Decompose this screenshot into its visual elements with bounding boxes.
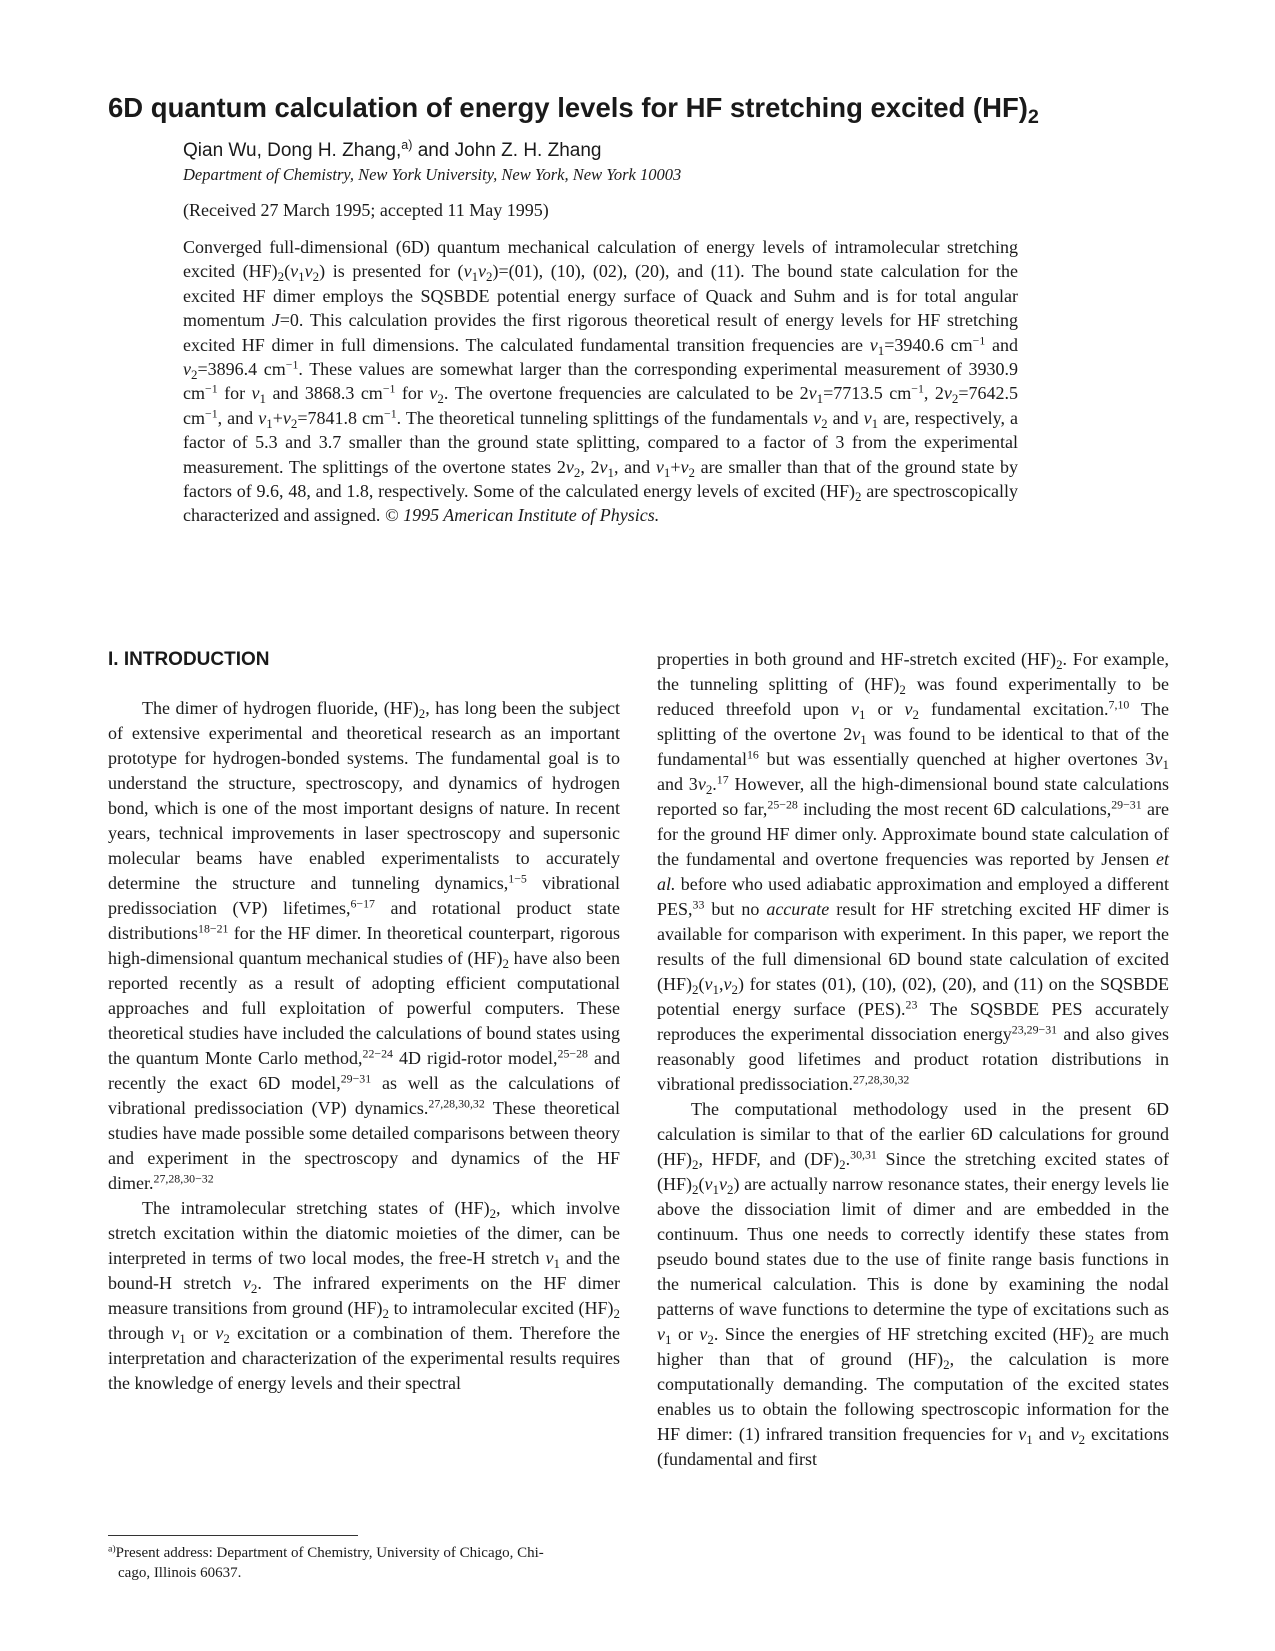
copyright-notice: © 1995 American Institute of Physics. — [384, 505, 660, 526]
body-paragraph: properties in both ground and HF-stretch excited $(HF)_2$. For example, the tunneling splitting of $(HF)_2$ was found experimentally to be reduced threefold upon $\nu_1$ or $\nu_2$ fundamental excitation.$^{7,10}$ The splitting of the overtone $2\nu_1$ was found to be identical to that of the fundamental$^{16}$ but was essentially quenched at higher overtones $3\nu_1$ and $3\nu_2.^{17}$ However, all the high-dimensional bound state calculations reported so far,$^{25-28}$ including the most recent 6D calculations,$^{29-31}$ are for the ground HF dimer only. Approximate bound state calculation of the fundamental and overtone frequencies was reported by Jensen et al. before who used adiabatic approximation and employed a different PES,$^{33}$ but no accurate result for HF stretching excited HF dimer is available for comparison with experiment. In this paper, we report the results of the full dimensional 6D bound state calculation of excited $(HF)_2(\nu_1,\nu_2)$ for states (01), (10), (02), (20), and (11) on the SQSBDE potential energy surface (PES).$^{23}$ The SQSBDE PES accurately reproduces the experimental dissociation energy$^{23,29-31}$ and also gives reasonably good lifetimes and product rotation distributions in vibrational predissociation.$^{27,28,30,32}$ — [657, 649, 1170, 1094]
body-paragraph: The computational methodology used in the present 6D calculation is similar to that of the earlier 6D calculations for ground $(HF)_2$, HFDF, and $(DF)_2.^{30,31}$ Since the stretching excited states of $(HF)_2(\nu_1\nu_2)$ are actually narrow resonance states, their energy levels lie above the dissociation limit of dimer and are embedded in the continuum. Thus one needs to correctly identify these states from pseudo bound states due to the use of finite range basis functions in the numerical calculation. This is done by examining the nodal patterns of wave functions to determine the type of excitations such as $\nu_1$ or $\nu_2$. Since the energies of HF stretching excited $(HF)_2$ are much higher than that of ground $(HF)_2$, the calculation is more computationally demanding. The computation of the excited states enables us to obtain the following spectroscopic information for the HF dimer: (1) infrared transition frequencies for $\nu_1$ and $\nu_2$ excitations (fundamental and first — [657, 1099, 1170, 1469]
right-column — [657, 647, 1169, 1472]
footnote-divider — [108, 1535, 358, 1536]
paper-title: 6D quantum calculation of energy levels for HF stretching excited $(HF)_2$ — [108, 92, 1039, 128]
author-list: Qian Wu, Dong H. Zhang,$^{a)}$ and John Z. H. Zhang — [183, 138, 602, 161]
abstract: Converged full-dimensional (6D) quantum mechanical calculation of energy levels of intramolecular stretching excited $(HF)_2(\nu_1\nu_2)$ is presented for $(\nu_1\nu_2)=(01)$, (10), (02), (20), and (11). The bound state calculation for the excited HF dimer employs the SQSBDE potential energy surface of Quack and Suhm and is for total angular momentum J=0. This calculation provides the first rigorous theoretical result of energy levels for HF stretching excited HF dimer in full dimensions. The calculated fundamental transition frequencies are $\nu_1=3940.6$ $cm^{-1}$ and $\nu_2=3896.4$ $cm^{-1}$. These values are somewhat larger than the corresponding experimental measurement of 3930.9 $cm^{-1}$ for $\nu_1$ and 3868.3 $cm^{-1}$ for $\nu_2$. The overtone frequencies are calculated to be $2\nu_1=7713.5$ $cm^{-1}$, $2\nu_2=7642.5$ $cm^{-1}$, and $\nu_1+\nu_2=7841.8$ $cm^{-1}$. The theoretical tunneling splittings of the fundamentals $\nu_2$ and $\nu_1$ are, respectively, a factor of 5.3 and 3.7 smaller than the ground state splitting, compared to a factor of 3 from the experimental measurement. The splittings of the overtone states $2\nu_2$, $2\nu_1$, and $\nu_1+\nu_2$ are smaller than that of the ground state by factors of 9.6, 48, and 1.8, respectively. Some of the calculated energy levels of excited $(HF)_2$ are spectroscopically characterized and assigned. © 1995 American Institute of Physics. — [183, 237, 1019, 526]
body-paragraph: The dimer of hydrogen fluoride, $(HF)_2$, has long been the subject of extensive experimental and theoretical research as an important prototype for hydrogen-bonded systems. The fundamental goal is to understand the structure, spectroscopy, and dynamics of hydrogen bond, which is one of the most important designs of nature. In recent years, technical improvements in laser spectroscopy and supersonic molecular beams have enabled experimentalists to accurately determine the structure and tunneling dynamics,$^{1-5}$ vibrational predissociation (VP) lifetimes,$^{6-17}$ and rotational product state distributions$^{18-21}$ for the HF dimer. In theoretical counterpart, rigorous high-dimensional quantum mechanical studies of $(HF)_2$ have also been reported recently as a result of adopting efficient computational approaches and full exploitation of powerful computers. These theoretical studies have included the calculations of bound states using the quantum Monte Carlo method,$^{22-24}$ 4D rigid-rotor model,$^{25-28}$ and recently the exact 6D model,$^{29-31}$ as well as the calculations of vibrational predissociation (VP) dynamics.$^{27,28,30,32}$ These theoretical studies have made possible some detailed comparisons between theory and experiment in the spectroscopy and dynamics of the HF dimer.$^{27,28,30-32}$ — [108, 698, 621, 1193]
affiliation: Department of Chemistry, New York University, New York, New York 10003 — [183, 165, 682, 184]
received-dates: (Received 27 March 1995; accepted 11 May 1995) — [183, 200, 549, 220]
body-paragraph: The intramolecular stretching states of $(HF)_2$, which involve stretch excitation within the diatomic moieties of the dimer, can be interpreted in terms of two local modes, the free-H stretch $\nu_1$ and the bound-H stretch $\nu_2$. The infrared experiments on the HF dimer measure transitions from ground $(HF)_2$ to intramolecular excited $(HF)_2$ through $\nu_1$ or $\nu_2$ excitation or a combination of them. Therefore the interpretation and characterization of the experimental results requires the knowledge of energy levels and their spectral — [108, 1198, 621, 1393]
footnote: $^{a)}$Present address: Department of Chemistry, University of Chicago, Chi- cago, Illinois 60637. — [108, 1543, 544, 1581]
section-heading: I. INTRODUCTION — [108, 649, 270, 670]
left-column — [108, 696, 620, 1396]
